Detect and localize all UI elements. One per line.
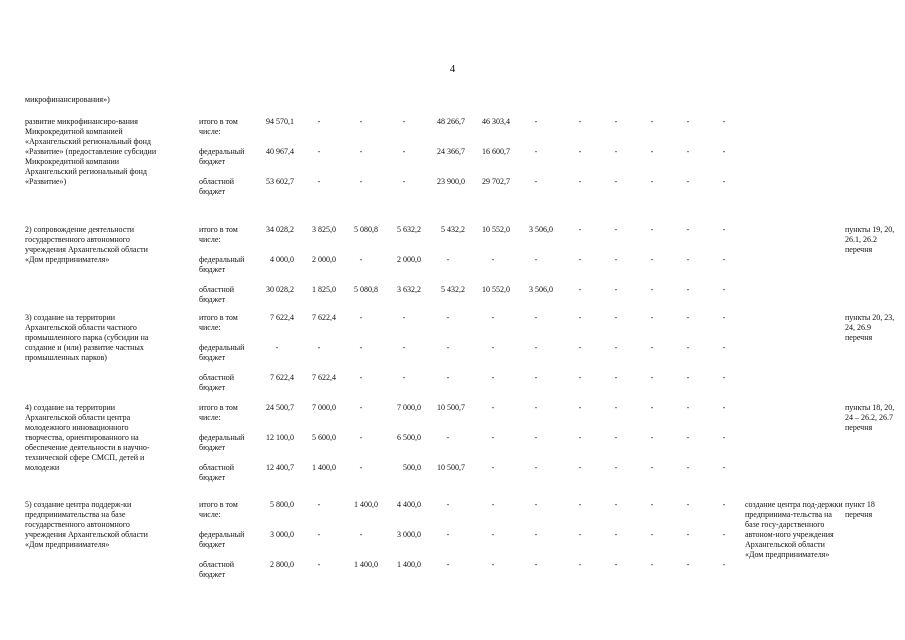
value-cell: - (614, 530, 618, 539)
value-cell: - (402, 147, 406, 156)
value-cell: 6 500,0 (397, 433, 421, 442)
value-cell: - (686, 225, 690, 234)
value-cell: - (578, 147, 582, 156)
value-cell: - (650, 343, 654, 352)
value-cell: - (359, 403, 363, 412)
value-cell: - (614, 147, 618, 156)
value-cell: - (317, 343, 321, 352)
table-row (0, 255, 905, 279)
value-cell: - (578, 117, 582, 126)
table-block (0, 225, 905, 325)
value-cell: - (722, 225, 726, 234)
value-cell: - (491, 255, 495, 264)
table-row (0, 433, 905, 457)
value-cell: - (686, 500, 690, 509)
row-label: итого в том числе: (199, 313, 238, 332)
row-label: областной бюджет (199, 177, 235, 196)
block-note: пункты 20, 23, 24, 26.9 перечня (845, 313, 895, 342)
value-cell: - (491, 463, 495, 472)
value-cell: - (578, 177, 582, 186)
value-cell: 23 900,0 (437, 177, 465, 186)
value-cell: - (578, 225, 582, 234)
value-cell: - (686, 285, 690, 294)
value-cell: - (722, 433, 726, 442)
value-cell: - (578, 373, 582, 382)
value-cell: 10 552,0 (482, 285, 510, 294)
value-cell: 12 100,0 (266, 433, 294, 442)
block-note: пункты 19, 20, 26.1, 26.2 перечня (845, 225, 895, 254)
value-cell: - (534, 500, 538, 509)
value-cell: - (402, 117, 406, 126)
value-cell: 1 400,0 (354, 560, 378, 569)
value-cell: - (317, 117, 321, 126)
table-row (0, 313, 905, 337)
value-cell: 2 000,0 (397, 255, 421, 264)
value-cell: 3 632,2 (397, 285, 421, 294)
value-cell: - (578, 285, 582, 294)
value-cell: 10 500,7 (437, 403, 465, 412)
row-label: областной бюджет (199, 463, 235, 482)
table-row (0, 285, 905, 309)
value-cell: 5 632,2 (397, 225, 421, 234)
value-cell: 3 000,0 (397, 530, 421, 539)
value-cell: - (722, 373, 726, 382)
value-cell: 7 622,4 (312, 373, 336, 382)
value-cell: - (578, 530, 582, 539)
value-cell: - (534, 560, 538, 569)
table-row (0, 117, 905, 141)
value-cell: - (650, 500, 654, 509)
value-cell: - (614, 403, 618, 412)
value-cell: - (275, 343, 279, 352)
value-cell: - (722, 313, 726, 322)
value-cell: - (722, 560, 726, 569)
value-cell: - (686, 255, 690, 264)
table-row (0, 373, 905, 397)
value-cell: - (650, 147, 654, 156)
value-cell: - (650, 373, 654, 382)
value-cell: - (578, 500, 582, 509)
value-cell: 3 000,0 (270, 530, 294, 539)
table-row (0, 463, 905, 487)
value-cell: - (534, 313, 538, 322)
table-row (0, 177, 905, 201)
value-cell: - (534, 255, 538, 264)
value-cell: - (614, 560, 618, 569)
value-cell: - (686, 313, 690, 322)
value-cell: - (722, 147, 726, 156)
value-cell: - (722, 530, 726, 539)
value-cell: - (402, 177, 406, 186)
table-row (0, 343, 905, 367)
value-cell: - (614, 373, 618, 382)
value-cell: 7 000,0 (397, 403, 421, 412)
value-cell: - (446, 373, 450, 382)
row-label: итого в том числе: (199, 117, 238, 136)
value-cell: - (578, 403, 582, 412)
value-cell: - (614, 433, 618, 442)
value-cell: - (722, 403, 726, 412)
table-block (0, 500, 905, 600)
value-cell: - (317, 147, 321, 156)
value-cell: - (686, 147, 690, 156)
value-cell: - (491, 433, 495, 442)
value-cell: - (650, 463, 654, 472)
value-cell: 12 400,7 (266, 463, 294, 472)
value-cell: 53 602,7 (266, 177, 294, 186)
table-block (0, 313, 905, 413)
row-label: федеральный бюджет (199, 147, 245, 166)
value-cell: 3 506,0 (529, 225, 553, 234)
value-cell: - (359, 343, 363, 352)
value-cell: - (578, 433, 582, 442)
value-cell: - (578, 343, 582, 352)
value-cell: 34 028,2 (266, 225, 294, 234)
value-cell: - (359, 463, 363, 472)
value-cell: - (317, 530, 321, 539)
value-cell: - (446, 500, 450, 509)
value-cell: 29 702,7 (482, 177, 510, 186)
value-cell: - (402, 343, 406, 352)
value-cell: 2 800,0 (270, 560, 294, 569)
value-cell: - (491, 403, 495, 412)
value-cell: - (722, 117, 726, 126)
value-cell: - (359, 255, 363, 264)
row-label: федеральный бюджет (199, 343, 245, 362)
value-cell: - (578, 463, 582, 472)
value-cell: - (614, 500, 618, 509)
value-cell: - (650, 225, 654, 234)
value-cell: - (491, 500, 495, 509)
value-cell: - (614, 177, 618, 186)
value-cell: - (491, 313, 495, 322)
table-block (0, 117, 905, 217)
value-cell: - (686, 343, 690, 352)
value-cell: - (722, 463, 726, 472)
value-cell: 24 500,7 (266, 403, 294, 412)
value-cell: - (650, 313, 654, 322)
value-cell: - (650, 530, 654, 539)
value-cell: - (317, 500, 321, 509)
value-cell: - (650, 560, 654, 569)
value-cell: - (578, 313, 582, 322)
value-cell: - (686, 560, 690, 569)
value-cell: - (686, 530, 690, 539)
value-cell: - (578, 560, 582, 569)
value-cell: - (446, 313, 450, 322)
value-cell: - (722, 500, 726, 509)
value-cell: - (686, 463, 690, 472)
value-cell: 4 000,0 (270, 255, 294, 264)
value-cell: - (402, 373, 406, 382)
value-cell: - (650, 177, 654, 186)
table-block (0, 403, 905, 503)
value-cell: - (446, 530, 450, 539)
value-cell: - (534, 530, 538, 539)
value-cell: - (578, 255, 582, 264)
value-cell: 40 967,4 (266, 147, 294, 156)
value-cell: - (650, 255, 654, 264)
value-cell: 94 570,1 (266, 117, 294, 126)
value-cell: 4 400,0 (397, 500, 421, 509)
value-cell: 10 500,7 (437, 463, 465, 472)
value-cell: 24 366,7 (437, 147, 465, 156)
value-cell: - (650, 117, 654, 126)
block-description: создание центра под-держки предпринима-тельства на базе госу-дарственного автоном-ного учреждения Архангельской области «Дом предпринимателя» (745, 500, 843, 559)
value-cell: 1 400,0 (312, 463, 336, 472)
value-cell: - (722, 255, 726, 264)
value-cell: 1 825,0 (312, 285, 336, 294)
table-row (0, 225, 905, 249)
value-cell: 1 400,0 (354, 500, 378, 509)
value-cell: - (491, 530, 495, 539)
block-name: 5) создание центра поддерж-ки предпринимательства на базе государственного автономного учреждения Архангельской области «Дом предпринимателя» (25, 500, 148, 549)
value-cell: 3 825,0 (312, 225, 336, 234)
value-cell: - (686, 373, 690, 382)
value-cell: - (614, 225, 618, 234)
value-cell: 7 622,4 (270, 373, 294, 382)
value-cell: 1 400,0 (397, 560, 421, 569)
block-name: 4) создание на территории Архангельской области центра молодежного инновационного творчества, ориентированного на обеспечение деятельности в научно-технической сфере СМСП, детей и молодежи (25, 403, 150, 472)
value-cell: - (614, 285, 618, 294)
row-label: итого в том числе: (199, 403, 238, 422)
value-cell: 3 506,0 (529, 285, 553, 294)
value-cell: - (491, 560, 495, 569)
block-name: 3) создание на территории Архангельской области частного промышленного парка (субсидии на создание и (или) развитие частных промышленных парков) (25, 313, 149, 362)
value-cell: - (614, 463, 618, 472)
value-cell: - (686, 403, 690, 412)
value-cell: - (446, 343, 450, 352)
value-cell: - (534, 147, 538, 156)
value-cell: - (722, 285, 726, 294)
value-cell: - (534, 177, 538, 186)
value-cell: - (614, 343, 618, 352)
row-label: итого в том числе: (199, 500, 238, 519)
value-cell: 5 080,8 (354, 225, 378, 234)
value-cell: - (446, 560, 450, 569)
value-cell: 7 000,0 (312, 403, 336, 412)
value-cell: - (534, 117, 538, 126)
table-row (0, 560, 905, 584)
block-name: 2) сопровождение деятельности государственного автономного учреждения Архангельской области «Дом предпринимателя» (25, 225, 148, 264)
table-row (0, 147, 905, 171)
value-cell: 30 028,2 (266, 285, 294, 294)
value-cell: - (446, 433, 450, 442)
value-cell: 48 266,7 (437, 117, 465, 126)
value-cell: 16 600,7 (482, 147, 510, 156)
continuation-text: микрофинансирования») (25, 95, 110, 104)
value-cell: 46 303,4 (482, 117, 510, 126)
value-cell: - (686, 117, 690, 126)
value-cell: 5 080,8 (354, 285, 378, 294)
value-cell: - (650, 433, 654, 442)
row-label: областной бюджет (199, 285, 235, 304)
value-cell: - (446, 255, 450, 264)
block-note: пункты 18, 20, 24 – 26.2, 26.7 перечня (845, 403, 895, 432)
value-cell: - (359, 373, 363, 382)
value-cell: - (614, 313, 618, 322)
row-label: федеральный бюджет (199, 433, 245, 452)
value-cell: 5 432,2 (441, 225, 465, 234)
page-number: 4 (449, 63, 456, 75)
value-cell: - (534, 343, 538, 352)
value-cell: - (359, 530, 363, 539)
value-cell: 5 432,2 (441, 285, 465, 294)
row-label: областной бюджет (199, 560, 235, 579)
value-cell: 2 000,0 (312, 255, 336, 264)
value-cell: 7 622,4 (312, 313, 336, 322)
value-cell: - (650, 285, 654, 294)
value-cell: - (359, 147, 363, 156)
value-cell: - (491, 373, 495, 382)
value-cell: - (686, 433, 690, 442)
value-cell: - (317, 560, 321, 569)
value-cell: - (534, 403, 538, 412)
value-cell: - (650, 403, 654, 412)
row-label: областной бюджет (199, 373, 235, 392)
value-cell: - (686, 177, 690, 186)
value-cell: - (402, 313, 406, 322)
value-cell: - (359, 177, 363, 186)
block-name: развитие микрофинансиро-вания Микрокредитной компанией «Архангельский региональный фонд «Развитие» (предоставление субсидии Микрокредитной компании Архангельский региональный фонд «Развитие») (25, 117, 157, 186)
value-cell: - (534, 373, 538, 382)
value-cell: 7 622,4 (270, 313, 294, 322)
value-cell: - (359, 433, 363, 442)
value-cell: - (722, 343, 726, 352)
value-cell: 500,0 (403, 463, 421, 472)
value-cell: - (534, 433, 538, 442)
row-label: итого в том числе: (199, 225, 238, 244)
value-cell: 10 552,0 (482, 225, 510, 234)
value-cell: - (534, 463, 538, 472)
value-cell: - (491, 343, 495, 352)
block-note: пункт 18 перечня (845, 500, 875, 519)
value-cell: 5 600,0 (312, 433, 336, 442)
value-cell: 5 800,0 (270, 500, 294, 509)
table-row (0, 403, 905, 427)
value-cell: - (317, 177, 321, 186)
row-label: федеральный бюджет (199, 530, 245, 549)
value-cell: - (614, 255, 618, 264)
value-cell: - (722, 177, 726, 186)
row-label: федеральный бюджет (199, 255, 245, 274)
value-cell: - (614, 117, 618, 126)
value-cell: - (359, 117, 363, 126)
value-cell: - (359, 313, 363, 322)
